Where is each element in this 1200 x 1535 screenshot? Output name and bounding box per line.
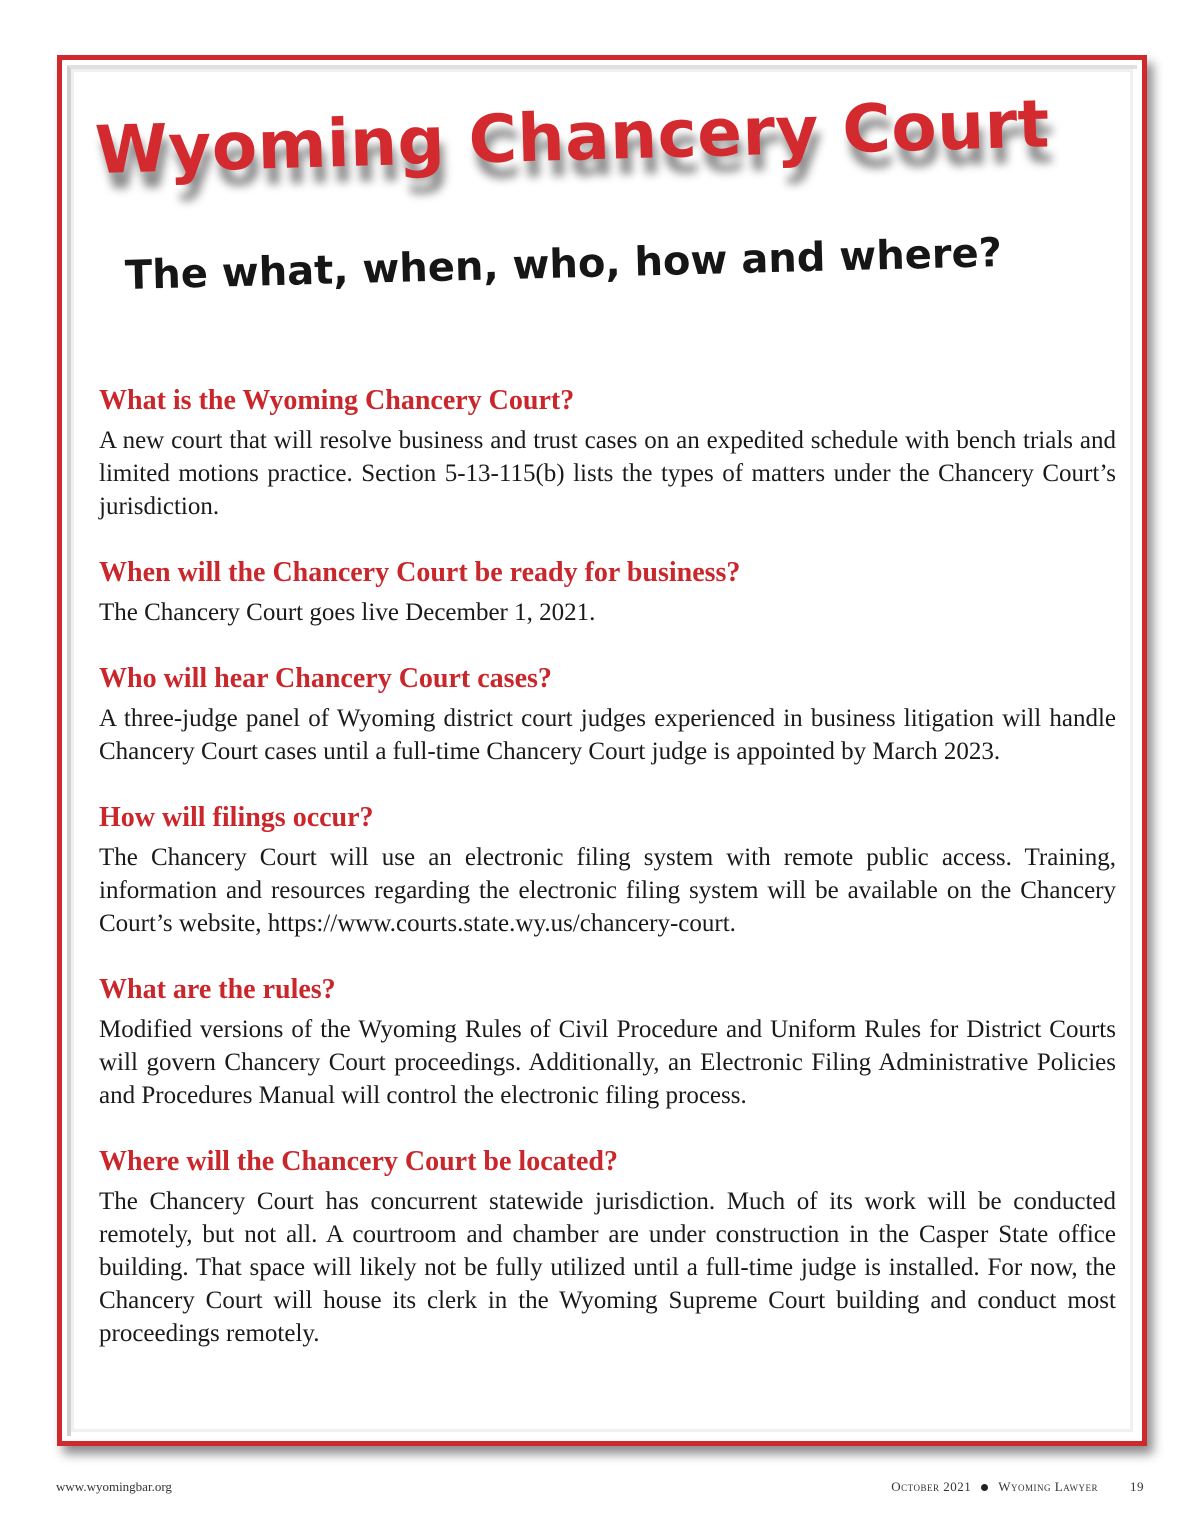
faq-item [99,973,1116,1112]
faq-question: Where will the Chancery Court be located? [99,1146,618,1177]
faq-item [99,384,1116,523]
faq-question: Who will hear Chancery Court cases? [99,663,552,694]
page-number: 19 [1130,1479,1144,1494]
faq-answer: A three-judge panel of Wyoming district court judges experienced in business litigation will handle Chancery Court cases until a full-time Chancery Court judge is appointed by March 2023. [99,705,1116,765]
faq-answer: A new court that will resolve business and trust cases on an expedited schedule with bench trials and limited motions practice. Section 5-13-115(b) lists the types of matters under the Chancery Court’s jurisdiction. [99,427,1116,520]
faq-answer: The Chancery Court has concurrent statewide jurisdiction. Much of its work will be conducted remotely, but not all. A courtroom and chamber are under construction in the Casper State office building. That space will likely not be fully utilized until a full-time judge is installed. For now, the Chancery Court will house its clerk in the Wyoming Supreme Court building and conduct most proceedings remotely. [99,1188,1116,1347]
faq-question: When will the Chancery Court be ready for business? [99,557,741,588]
faq-question: How will filings occur? [99,802,374,833]
faq-question: What are the rules? [99,974,336,1005]
footer-website: www.wyomingbar.org [56,1479,172,1494]
faq-answer: The Chancery Court will use an electronic filing system with remote public access. Training, information and resources regarding the electronic filing system will be available on the Chancery Court’s website, https://www.courts.state.wy.us/chancery-court. [99,844,1116,937]
faq-answer: Modified versions of the Wyoming Rules of Civil Procedure and Uniform Rules for District Courts will govern Chancery Court proceedings. Additionally, an Electronic Filing Administrative Policies and Procedures Manual will control the electronic filing process. [99,1016,1116,1109]
footer-issue-date: October 2021 [891,1479,972,1494]
page-subtitle: The what, when, who, how and where? [124,230,1003,299]
faq-answer: The Chancery Court goes live December 1, 2021. [99,599,596,626]
faq-question: What is the Wyoming Chancery Court? [99,385,575,416]
page-title: Wyoming Chancery Court [93,85,1051,189]
faq-item [99,801,1116,940]
faq-item [99,662,1116,768]
bullet-icon [981,1484,988,1491]
faq-list [99,384,1116,1383]
footer-issue-info [891,1479,1144,1495]
footer-publication: Wyoming Lawyer [998,1479,1098,1494]
faq-item [99,1145,1116,1350]
faq-item [99,556,1116,629]
